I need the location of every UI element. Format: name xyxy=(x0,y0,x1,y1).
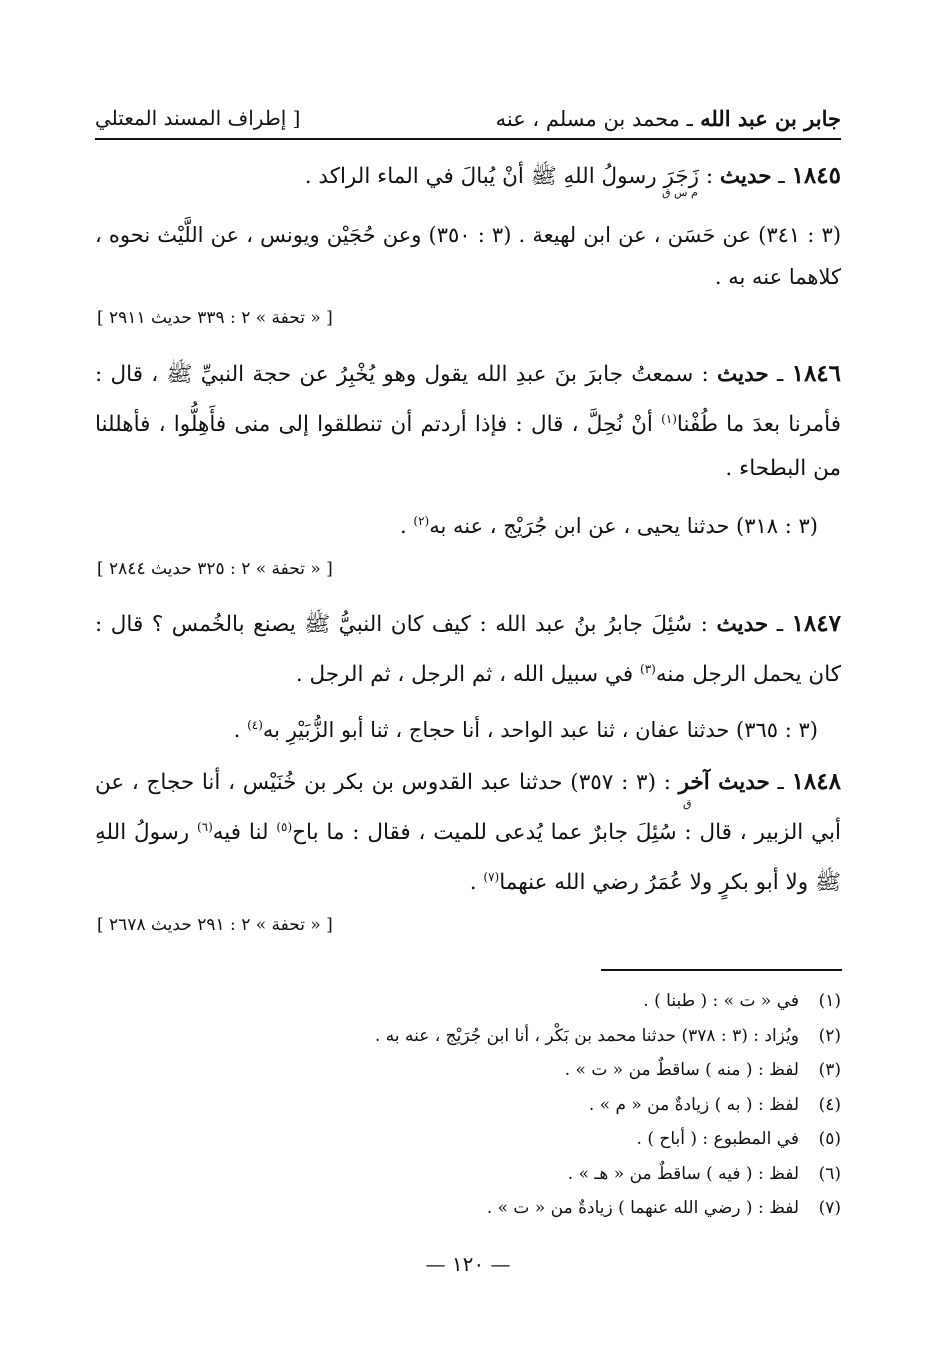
hadith-entry-1847: ١٨٤٧ ـ حديث : سُئِلَ جابرُ بنُ عبد الله : كيف كان النبيُّ ﷺ يصنع بالخُمس ؟ قال : كان يحمل الرجل منه$^{(٣)}$ في سبيل الله ، ثم الرجل ، ثم الرجل . xyxy=(95,610,841,688)
footnote-number: (٦) xyxy=(818,1163,841,1184)
source-marker: م س ق xyxy=(662,186,698,199)
entry-sources-1845: (٣ : ٣٤١) عن حَسَن ، عن ابن لهيعة . (٣ : ٣٥٠) وعن حُجَيْن ويونس ، عن اللَّيْث نحوه ، كلاهما عنه به . xyxy=(95,223,842,289)
header-chapter xyxy=(496,106,841,131)
tuhfa-reference-1846: [ « تحفة » ٢ : ٣٢٥ حديث ٢٨٤٤ ] xyxy=(97,559,333,579)
footnote xyxy=(95,1053,841,1088)
entry-keyword: حديث xyxy=(717,362,769,387)
footnote xyxy=(95,1019,841,1054)
footnote xyxy=(95,1191,841,1226)
hadith-entry-1846: ١٨٤٦ ـ حديث : سمعتُ جابرَ بنَ عبدِ الله يقول وهو يُخْبِرُ عن حجة النبيِّ ﷺ ، قال : فأمرنا بعدَ ما طُفْنا$^{(١)}$ أنْ نُحِلَّ ، قال : فإذا أردتم أن تنطلقوا إلى منى فأَهِلُّوا ، فأهللنا من البطحاء . xyxy=(95,360,842,482)
footnote-text: لفظ : ( رضي الله عنهما ) زيادةٌ من « ت » . xyxy=(486,1198,799,1218)
footnote-divider xyxy=(601,969,842,971)
footnote-text: في « ت » : ( طبنا ) . xyxy=(643,991,799,1011)
entry-text: : سُئِلَ جابرُ بنُ عبد الله : كيف كان النبيُّ ﷺ يصنع بالخُمس ؟ قال : كان يحمل الرجل منه xyxy=(95,612,841,688)
entry-sources-1847: (٣ : ٣٦٥) حدثنا عفان ، ثنا عبد الواحد ، أنا حجاج ، ثنا أبو الزُّبَيْرِ به$^{(٤)}$ . xyxy=(233,718,818,742)
footnote-number: (٣) xyxy=(818,1060,841,1080)
running-header xyxy=(95,98,841,140)
entry-number: ١٨٤٦ xyxy=(791,360,842,387)
footnote-ref[interactable]: (٥) xyxy=(276,820,293,834)
footnote-number: (٢) xyxy=(818,1025,841,1046)
entry-text-cont: أنْ نُحِلَّ ، قال : فإذا أردتم أن تنطلقوا إلى منى فأَهِلُّوا ، فأهللنا من البطحاء . xyxy=(95,412,841,482)
footnote-ref[interactable]: (٤) xyxy=(247,718,263,732)
footnote xyxy=(95,1088,841,1123)
page-number: — ١٢٠ — xyxy=(425,1252,511,1276)
footnote xyxy=(95,1122,841,1157)
hadith-entry-1848: ١٨٤٨ ـ حديث آخر : (٣ : ٣٥٧) حدثنا عبد القدوس بن بكر بن خُنَيْس ، أنا حجاج ، عن أبي الزبير ، قال : سُئِلَ جابرٌ عما يُدعى للميت ، فقال : ما باح$^{(٥)}$ لنا فيه$^{(٦)}$ رسولُ اللهِ ﷺ ولا أبو بكرٍ ولا عُمَرُ رضي الله عنهما$^{(٧)}$ . xyxy=(95,768,841,896)
entry-keyword: حديث xyxy=(716,612,769,637)
source-text: (٣ : ٣١٨) حدثنا يحيى ، عن ابن جُرَيْج ، عنه به xyxy=(429,514,818,538)
footnote-number: (٧) xyxy=(818,1198,841,1218)
footnote-text: لفظ : ( فيه ) ساقطٌ من « هـ » . xyxy=(567,1163,799,1184)
header-chapter-rest: ـ محمد بن مسلم ، عنه xyxy=(495,106,693,131)
entry-number: ١٨٤٨ xyxy=(791,768,841,795)
tuhfa-reference-1845: [ « تحفة » ٢ : ٣٣٩ حديث ٢٩١١ ] xyxy=(97,308,333,328)
footnote-ref[interactable]: (١) xyxy=(661,412,677,426)
footnote-number: (٥) xyxy=(818,1129,841,1149)
footnote xyxy=(95,1157,841,1192)
footnote-number: (٤) xyxy=(818,1094,841,1115)
footnote-ref[interactable]: (٢) xyxy=(413,514,430,528)
footnote-text: ويُزاد : (٣ : ٣٧٨) حدثنا محمد بن بَكْر ، أنا ابن جُرَيْج ، عنه به . xyxy=(374,1025,799,1046)
entry-keyword: حديث آخر xyxy=(678,770,770,795)
entry-text: : زَجَرَ رسولُ اللهِ ﷺ أنْ يُبالَ في الماء الراكد . xyxy=(304,164,720,189)
entry-text-cont: لنا فيه xyxy=(212,820,277,846)
entry-text-cont: رسولُ اللهِ ﷺ ولا أبو بكرٍ ولا عُمَرُ رضي الله عنهما xyxy=(95,820,841,896)
footnote-ref[interactable]: (٧) xyxy=(483,870,500,885)
footnote xyxy=(95,984,841,1019)
footnote-text: لفظ : ( منه ) ساقطٌ من « ت » . xyxy=(564,1060,799,1080)
header-chapter-bold: جابر بن عبد الله xyxy=(700,105,841,131)
entry-number: ١٨٤٧ xyxy=(791,610,841,637)
entry-text: : (٣ : ٣٥٧) حدثنا عبد القدوس بن بكر بن خُنَيْس ، أنا حجاج ، عن أبي الزبير ، قال : سُئِلَ جابرٌ عما يُدعى للميت ، فقال : ما باح xyxy=(95,770,841,846)
footnotes xyxy=(95,984,841,1226)
source-text: (٣ : ٣٦٥) حدثنا عفان ، ثنا عبد الواحد ، أنا حجاج ، ثنا أبو الزُّبَيْرِ به xyxy=(262,718,818,742)
footnote-number: (١) xyxy=(818,991,841,1011)
entry-sources-1846: (٣ : ٣١٨) حدثنا يحيى ، عن ابن جُرَيْج ، عنه به$^{(٢)}$ . xyxy=(400,514,818,538)
entry-text-cont: في سبيل الله ، ثم الرجل ، ثم الرجل . xyxy=(295,662,641,688)
header-book-title: [ إطراف المسند المعتلي xyxy=(95,106,301,130)
hadith-entry-1845: ١٨٤٥ ـ حديث : زَجَرَ رسولُ اللهِ ﷺ أنْ يُبالَ في الماء الراكد . xyxy=(304,162,841,189)
entry-number: ١٨٤٥ xyxy=(791,162,841,189)
entry-keyword: حديث xyxy=(719,164,772,189)
footnote-ref[interactable]: (٣) xyxy=(640,662,656,676)
footnote-text: لفظ : ( به ) زيادةٌ من « م » . xyxy=(588,1094,799,1115)
footnote-ref[interactable]: (٦) xyxy=(196,820,213,834)
tuhfa-reference-1848: [ « تحفة » ٢ : ٢٩١ حديث ٢٦٧٨ ] xyxy=(97,915,333,935)
source-marker: ق xyxy=(683,797,692,810)
footnote-text: في المطبوع : ( أباح ) . xyxy=(636,1129,799,1149)
entry-text: : سمعتُ جابرَ بنَ عبدِ الله يقول وهو يُخْبِرُ عن حجة النبيِّ ﷺ ، قال : فأمرنا بعدَ ما طُفْنا xyxy=(95,362,841,438)
